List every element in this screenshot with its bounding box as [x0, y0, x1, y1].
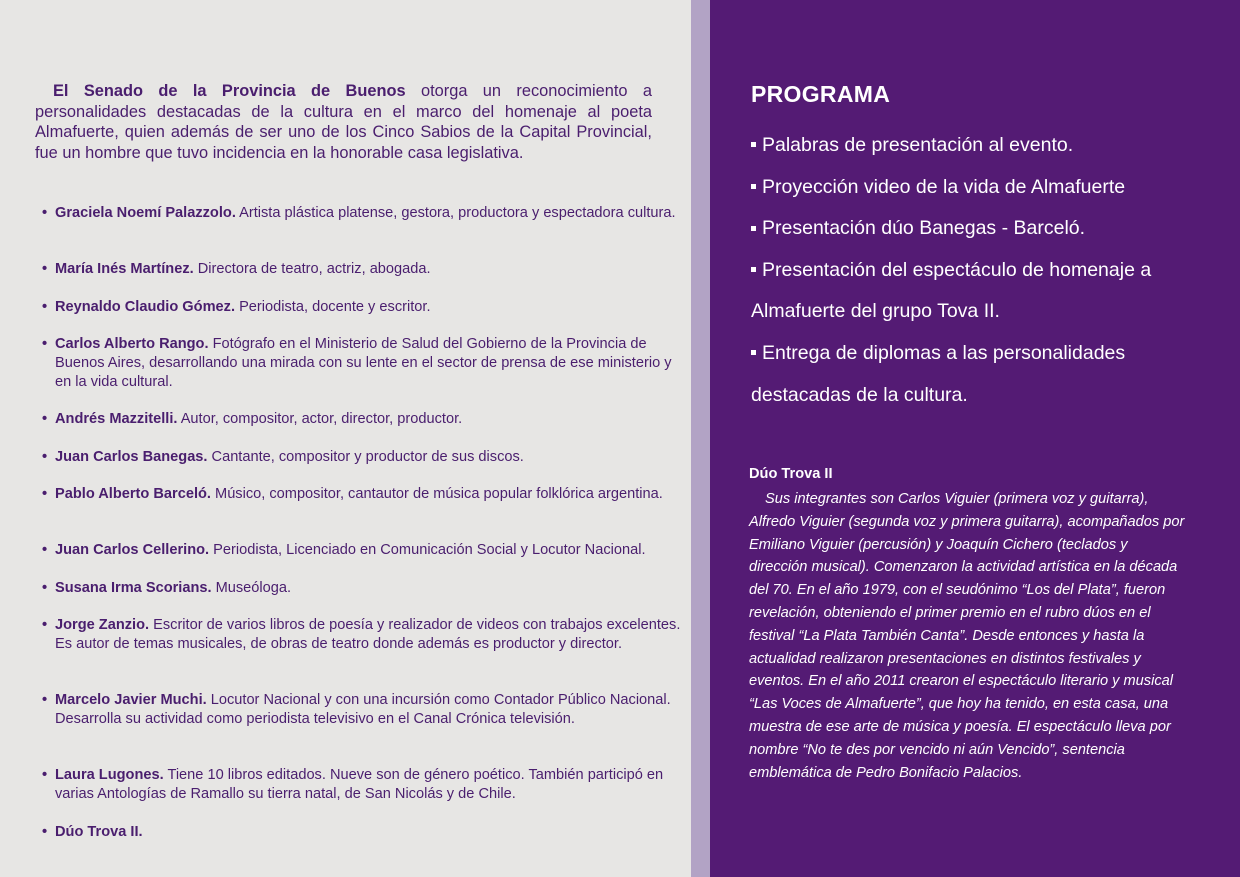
person-name: Andrés Mazzitelli.	[55, 411, 178, 427]
list-item	[42, 823, 681, 842]
intro-text: otorga un reconocimiento a personalidades destacadas de la cultura en el marco del homenaje al poeta Almafuerte, quien además de ser uno de los Cinco Sabios de la Capital Provincial, fue un hombre que tuvo incidencia en la honorable casa legislativa.	[35, 82, 652, 163]
duo-description: Sus integrantes son Carlos Viguier (primera voz y guitarra), Alfredo Viguier (segunda voz y primera guitarra), acompañados por Emiliano Viguier (percusión) y Joaquín Cichero (teclados y dirección musical). Comenzaron la actividad artística en la década del 70. En el año 1979, con el seudónimo “Los del Plata”, fueron revelación, obteniendo el primer premio en el rubro dúos en el festival “La Plata También Canta”. Desde entonces y hasta la actualidad realizaron presentaciones en distintos festivales y eventos. En el año 2011 crearon el espectáculo literario y musical “Las Voces de Almafuerte”, que hoy ha tenido, en esta casa, una muestra de ese arte de música y poesía. El espectáculo lleva por nombre “No te des por vencido ni aún Vencido”, sentencia emblemática de Pedro Bonifacio Palacios.	[749, 491, 1185, 781]
person-name: Jorge Zanzio.	[55, 617, 150, 633]
program-item-text: Palabras de presentación al evento.	[762, 134, 1074, 156]
person-name: Graciela Noemí Palazzolo.	[55, 205, 236, 221]
list-item	[42, 691, 681, 729]
program-item	[751, 125, 1221, 167]
program-item-text: Proyección video de la vida de Almafuerte	[762, 175, 1126, 198]
person-description: Artista plástica platense, gestora, productora y espectadora cultura.	[235, 205, 676, 221]
list-item	[42, 541, 681, 560]
person-name: Laura Lugones.	[55, 767, 164, 783]
list-item	[42, 448, 681, 467]
person-description: Autor, compositor, actor, director, productor.	[177, 411, 463, 427]
list-item	[42, 335, 681, 392]
list-item	[42, 260, 681, 279]
person-description: Tiene 10 libros editados. Nueve son de género poético. También participó en varias Antologías de Ramallo su tierra natal, de San Nicolás y de Chile.	[55, 767, 664, 802]
list-item	[42, 204, 681, 223]
person-description: Escritor de varios libros de poesía y realizador de videos con trabajos excelentes. Es autor de temas musicales, de obras de teatro donde además es productor y director.	[55, 617, 681, 652]
square-bullet-icon	[751, 226, 756, 231]
list-item	[42, 579, 681, 598]
person-description: Cantante, compositor y productor de sus discos.	[207, 449, 524, 465]
square-bullet-icon	[751, 184, 756, 189]
person-name: Dúo Trova II.	[55, 824, 143, 840]
list-item	[42, 616, 681, 654]
right-panel	[710, 0, 1240, 877]
person-description: Periodista, docente y escritor.	[235, 299, 431, 315]
program-item	[751, 167, 1221, 209]
person-name: Juan Carlos Banegas.	[55, 449, 208, 465]
divider-strip	[691, 0, 710, 877]
square-bullet-icon	[751, 350, 756, 355]
program-item-text: Presentación del espectáculo de homenaje a Almafuerte del grupo Tova II.	[751, 258, 1152, 323]
program-item	[751, 333, 1221, 416]
intro-paragraph	[35, 81, 652, 164]
square-bullet-icon	[751, 267, 756, 272]
program-item-text: Entrega de diplomas a las personalidades destacadas de la cultura.	[751, 341, 1126, 406]
list-item	[42, 298, 681, 317]
program-title: PROGRAMA	[751, 81, 891, 107]
person-name: Marcelo Javier Muchi.	[55, 692, 207, 708]
intro-bold-lead: El Senado de la Provincia de Buenos	[53, 82, 406, 100]
person-name: Carlos Alberto Rango.	[55, 336, 209, 352]
person-name: Susana Irma Scorians.	[55, 580, 212, 596]
person-description: Directora de teatro, actriz, abogada.	[193, 261, 431, 277]
list-item	[42, 485, 681, 504]
person-name: Pablo Alberto Barceló.	[55, 486, 211, 502]
person-description: Periodista, Licenciado en Comunicación Social y Locutor Nacional.	[209, 542, 646, 558]
person-description: Museóloga.	[211, 580, 292, 596]
person-description: Locutor Nacional y con una incursión como Contador Público Nacional. Desarrolla su actividad como periodista televisivo en el Canal Crónica televisión.	[55, 692, 671, 727]
person-name: María Inés Martínez.	[55, 261, 194, 277]
person-name: Reynaldo Claudio Gómez.	[55, 299, 236, 315]
program-list	[751, 125, 1221, 416]
duo-title: Dúo Trova II	[749, 466, 833, 482]
square-bullet-icon	[751, 142, 756, 147]
person-name: Juan Carlos Cellerino.	[55, 542, 210, 558]
list-item	[42, 766, 681, 804]
person-description: Músico, compositor, cantautor de música popular folklórica argentina.	[210, 486, 663, 502]
list-item	[42, 410, 681, 429]
program-item	[751, 208, 1221, 250]
program-item	[751, 250, 1221, 333]
program-item-text: Presentación dúo Banegas - Barceló.	[762, 217, 1086, 240]
person-description: Fotógrafo en el Ministerio de Salud del Gobierno de la Provincia de Buenos Aires, desarrollando una mirada con su lente en el sector de prensa de ese ministerio y en la vida cultural.	[55, 336, 672, 390]
